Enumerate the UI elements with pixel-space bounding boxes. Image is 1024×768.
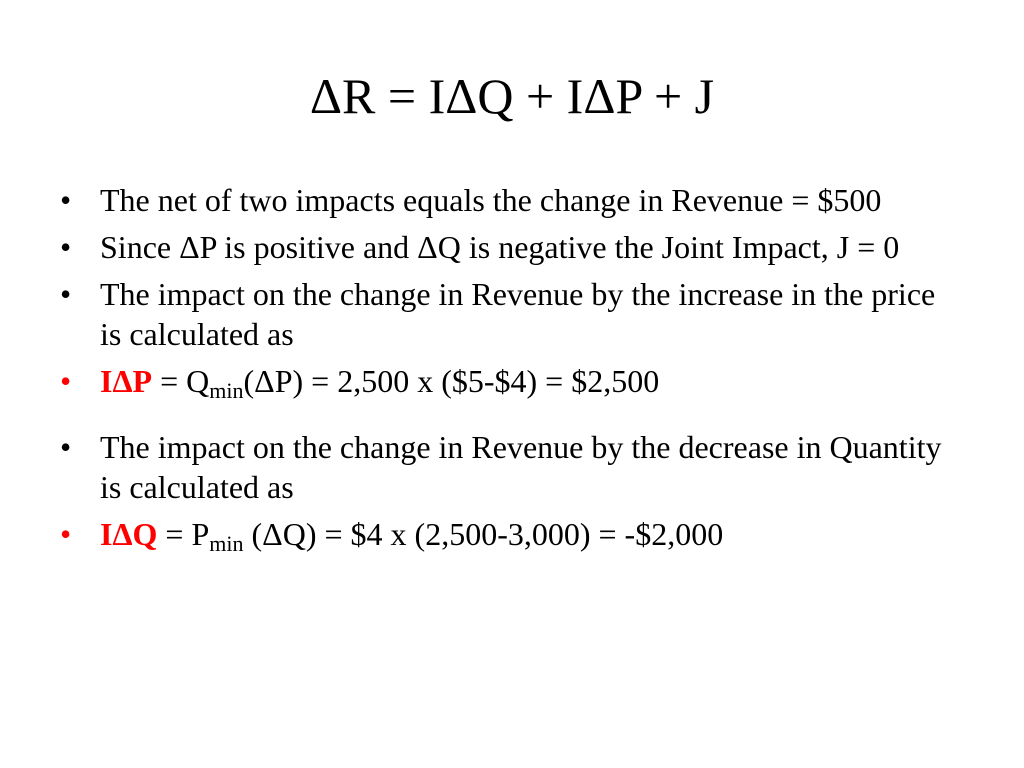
formula-subscript: min <box>209 378 244 403</box>
formula-pre: = Q <box>152 363 210 399</box>
bullet-dot: • <box>60 276 72 312</box>
formula-pre: = P <box>157 516 210 552</box>
bullet-text: Since ΔP is positive and ΔQ is negative the Joint Impact, J = 0 <box>100 229 900 265</box>
formula-post: (ΔP) = 2,500 x ($5-$4) = $2,500 <box>243 363 660 399</box>
bullet-item <box>60 427 960 507</box>
bullet-dot: • <box>60 516 72 552</box>
formula-bullet-price <box>60 361 960 401</box>
bullet-dot: • <box>60 363 72 399</box>
formula-bullet-quantity <box>60 514 960 554</box>
bullet-text: The impact on the change in Revenue by the decrease in Quantity is calculated as <box>100 429 942 505</box>
formula-label: IΔQ <box>100 516 158 552</box>
formula-label: IΔP <box>100 363 153 399</box>
bullet-item <box>60 274 960 354</box>
bullet-text: The impact on the change in Revenue by the increase in the price is calculated as <box>100 276 936 352</box>
bullet-dot: • <box>60 229 72 265</box>
bullet-item <box>60 227 960 267</box>
slide-title: ΔR = IΔQ + IΔP + J <box>309 68 715 124</box>
bullet-item <box>60 180 960 220</box>
bullet-dot: • <box>60 429 72 465</box>
bullet-text: The net of two impacts equals the change in Revenue = $500 <box>100 182 882 218</box>
formula-post: (ΔQ) = $4 x (2,500-3,000) = -$2,000 <box>243 516 724 552</box>
bullet-list <box>60 180 960 561</box>
bullet-dot: • <box>60 182 72 218</box>
formula-subscript: min <box>209 531 244 556</box>
